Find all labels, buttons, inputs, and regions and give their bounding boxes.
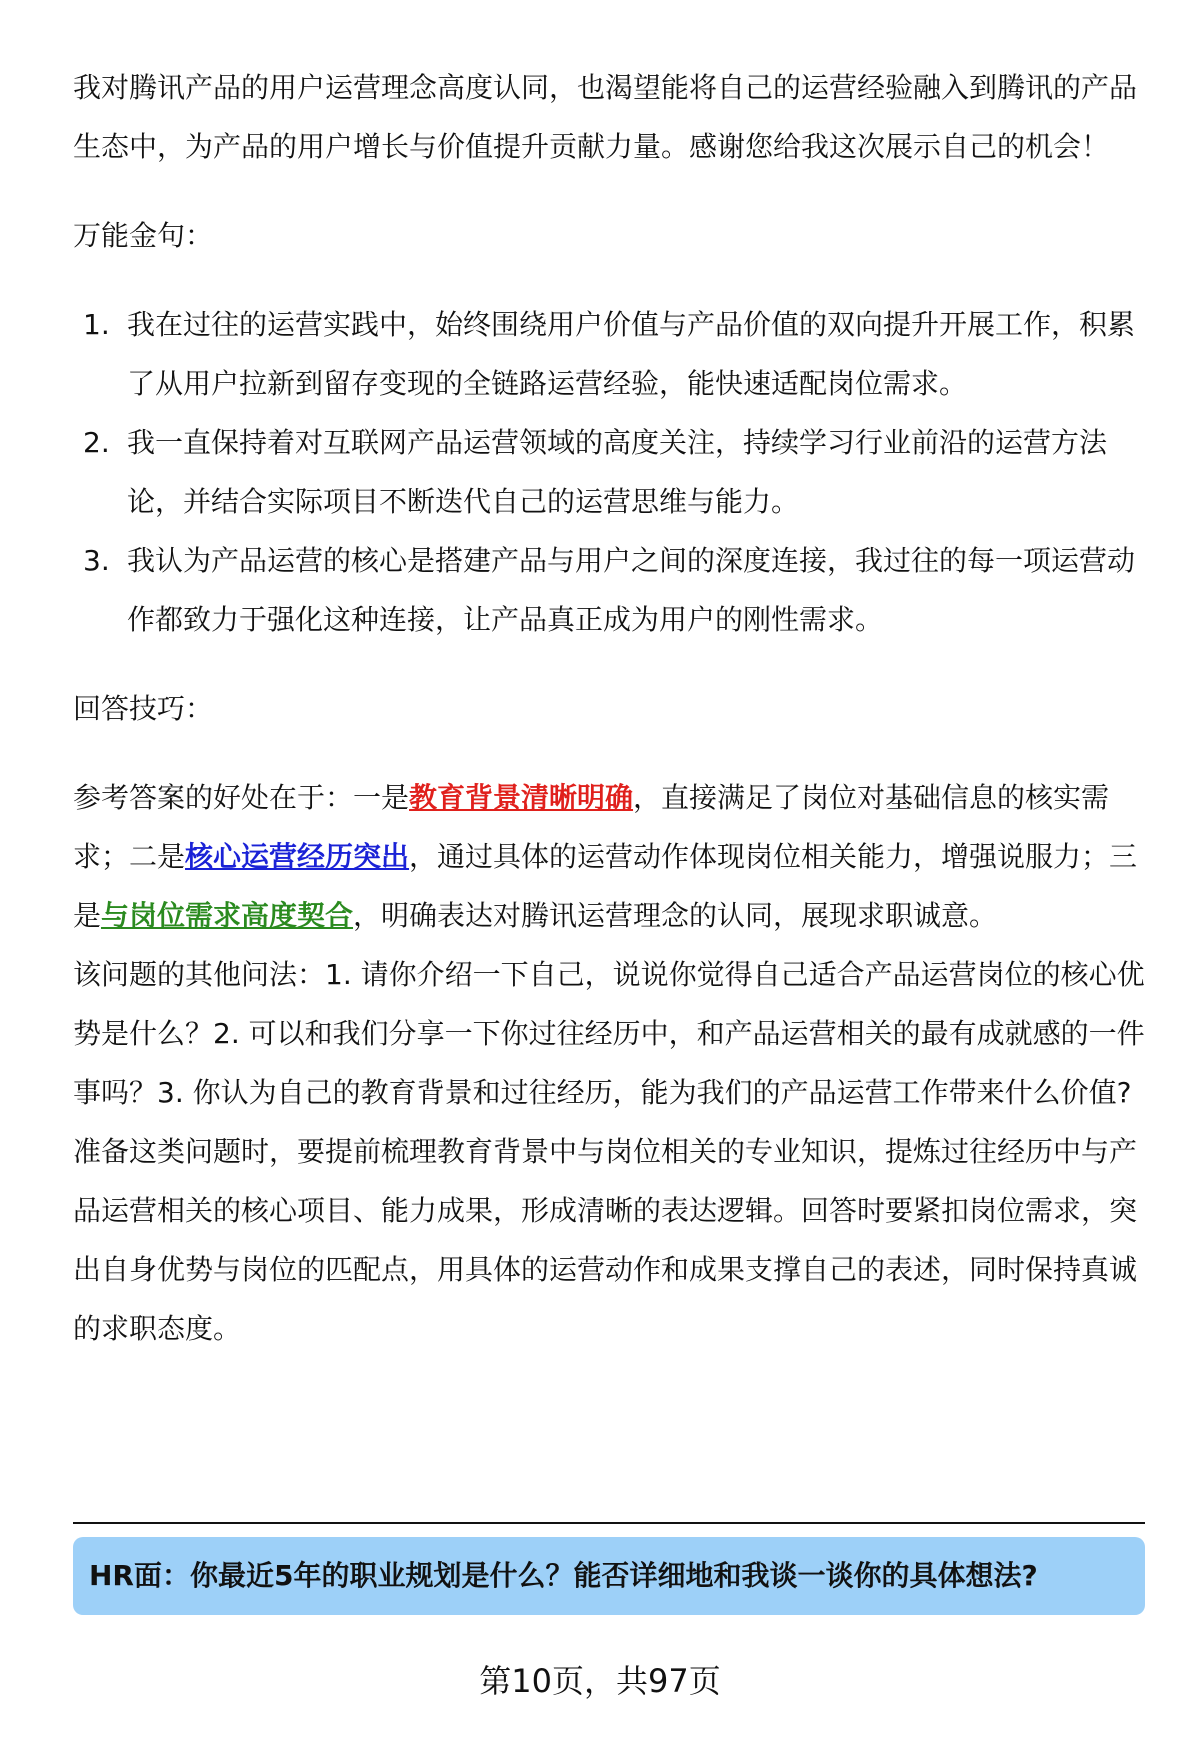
tips-text: ，直接满足了岗位对基础信息的核实需求；二是 — [73, 781, 1110, 873]
list-number: 1. — [83, 308, 110, 341]
tips-paragraph — [73, 768, 1145, 945]
intro-paragraph: 我对腾讯产品的用户运营理念高度认同，也渴望能将自己的运营经验融入到腾讯的产品生态中，为产品的用户增长与价值提升贡献力量。感谢您给我这次展示自己的机会！ — [73, 71, 1138, 163]
list-text: 我认为产品运营的核心是搭建产品与用户之间的深度连接，我过往的每一项运营动作都致力于强化这种连接，让产品真正成为用户的刚性需求。 — [127, 544, 1136, 636]
document-body — [73, 58, 1145, 1358]
list-text: 我在过往的运营实践中，始终围绕用户价值与产品价值的双向提升开展工作，积累了从用户拉新到留存变现的全链路运营经验，能快速适配岗位需求。 — [127, 308, 1136, 400]
highlight-experience: 核心运营经历突出 — [185, 840, 410, 873]
tips-text: ，明确表达对腾讯运营理念的认同，展现求职诚意。 — [353, 899, 998, 932]
highlight-fit: 与岗位需求高度契合 — [101, 899, 354, 932]
tips-text: ，通过具体的运营动作体现岗位相关能力，增强说服力；三是 — [73, 840, 1138, 932]
list-item — [73, 531, 1145, 649]
hr-question-box: HR面：你最近5年的职业规划是什么？能否详细地和我谈一谈你的具体想法? — [73, 1537, 1145, 1615]
other-questions: 该问题的其他问法：1. 请你介绍一下自己，说说你觉得自己适合产品运营岗位的核心优势是什么？2. 可以和我们分享一下你过往经历中，和产品运营相关的最有成就感的一件事吗？3. 你认为自己的教育背景和过往经历，能为我们的产品运营工作带来什么价值? — [73, 958, 1145, 1109]
list-number: 3. — [83, 544, 110, 577]
page-number: 第10页，共97页 — [479, 1662, 721, 1700]
divider — [73, 1522, 1145, 1524]
list-item — [73, 295, 1145, 413]
tips-heading: 回答技巧： — [73, 692, 214, 725]
list-number: 2. — [83, 426, 110, 459]
tips-text: 参考答案的好处在于：一是 — [73, 781, 410, 814]
list-item — [73, 413, 1145, 531]
list-text: 我一直保持着对互联网产品运营领域的高度关注，持续学习行业前沿的运营方法论，并结合实际项目不断迭代自己的运营思维与能力。 — [127, 426, 1108, 518]
golden-heading: 万能金句： — [73, 219, 214, 252]
highlight-education: 教育背景清晰明确 — [409, 781, 634, 814]
preparation-paragraph: 准备这类问题时，要提前梳理教育背景中与岗位相关的专业知识，提炼过往经历中与产品运营相关的核心项目、能力成果，形成清晰的表达逻辑。回答时要紧扣岗位需求，突出自身优势与岗位的匹配点，用具体的运营动作和成果支撑自己的表述，同时保持真诚的求职态度。 — [73, 1135, 1138, 1345]
golden-list — [73, 295, 1145, 649]
